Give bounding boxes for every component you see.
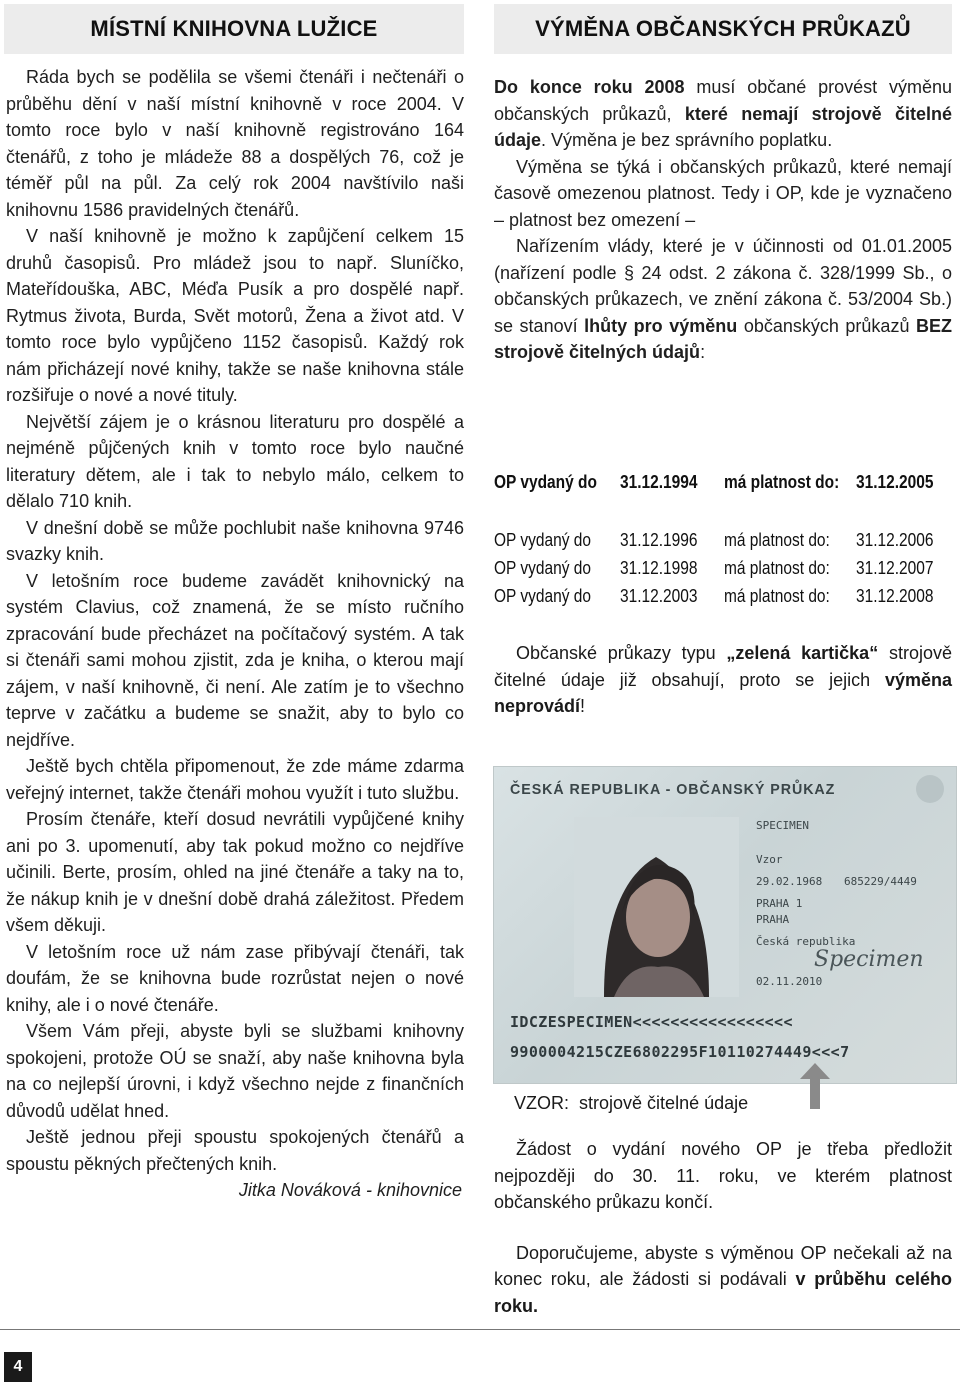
recommend-paragraph — [494, 1240, 952, 1320]
sample-label: VZOR: — [514, 1093, 570, 1113]
article-paragraph: Prosím čtenáře, kteří dosud nevrátili vypůjčené knihy ani po 3. upomenutí, aby tak pokud možno co nejdříve učinili. Berte, prosím, ohled na jiné čtenáře a taky na to, že nákup knih je v dnešní době drahá záležitost. Předem všem děkuji. — [6, 809, 464, 935]
issued-label: OP vydaný do — [494, 530, 591, 550]
article-signature: Jitka Nováková - knihovnice — [238, 1180, 462, 1200]
validity-row — [494, 472, 952, 498]
issued-date: 31.12.1998 — [620, 558, 698, 578]
validity-row — [494, 530, 952, 556]
card-field: 02.11.2010 — [756, 975, 823, 988]
valid-date: 31.12.2005 — [856, 472, 934, 492]
issued-label: OP vydaný do — [494, 558, 591, 578]
request-info — [494, 1136, 952, 1343]
issued-date: 31.12.1996 — [620, 530, 698, 550]
recommend-text: Doporučujeme, abyste s výměnou OP nečekali až na konec roku, ale žádosti si podávali — [494, 1242, 952, 1289]
valid-date: 31.12.2006 — [856, 530, 934, 550]
decree-text-3: občanských průkazů — [737, 315, 916, 336]
issued-label: OP vydaný do — [494, 586, 591, 606]
card-field: PRAHA 1 — [756, 897, 803, 910]
article-paragraph: Největší zájem je o krásnou literaturu pro dospělé a nejméně půjčených knih v tomto roce bylo naučné literatury dětem, ale i tak to nebylo málo, celkem to dělalo 710 knih. — [6, 411, 464, 511]
card-field: Česká republika — [756, 935, 856, 948]
during-year-text: v průběhu celého roku. — [494, 1269, 952, 1316]
issued-date: 31.12.1994 — [620, 472, 698, 492]
valid-date: 31.12.2008 — [856, 586, 934, 606]
right-title-text: VÝMĚNA OBČANSKÝCH PRŮKAZŮ — [535, 16, 911, 41]
green-card-text: „zelená kartička“ — [726, 643, 879, 663]
article-paragraph: V dnešní době se může pochlubit naše knihovna 9746 svazky knih. — [6, 517, 464, 564]
issued-label: OP vydaný do — [494, 472, 597, 492]
card-field: 29.02.1968 — [756, 875, 823, 888]
page-number: 4 — [4, 1352, 32, 1382]
request-paragraph: Žádost o vydání nového OP je třeba předložit nejpozději do 30. 11. roku, ve kterém platnost občanského průkazu končí. — [494, 1139, 952, 1212]
card-number-field: 685229/4449 — [844, 875, 917, 888]
valid-date: 31.12.2007 — [856, 558, 934, 578]
card-name-field: SPECIMEN — [756, 819, 809, 832]
intro-text-end: . Výměna je bez správního poplatku. — [541, 130, 833, 150]
id-exchange-intro — [494, 74, 952, 366]
intro-paragraph-2: Výměna se týká i občanských průkazů, které nemají časově omezenou platnost. Tedy i OP, kde je vyznačeno – platnost bez omezení – — [494, 156, 952, 230]
portrait-photo — [574, 817, 739, 997]
exclamation: ! — [580, 696, 586, 716]
deadlines-text: lhůty pro výměnu — [584, 315, 738, 336]
left-section-title — [4, 4, 464, 54]
decree-text: Nařízením vlády, které je v účinnosti od 01.01.2005 (nařízení podle § 24 odst. 2 zákona č. 328/1999 Sb. — [494, 236, 952, 283]
article-paragraph: Ještě jednou přeji spoustu spokojených čtenářů a spoustu pěkných přečtených knih. — [6, 1127, 464, 1174]
deadline-text: Do konce roku 2008 — [494, 77, 685, 97]
valid-label: má platnost do: — [724, 586, 830, 606]
article-paragraph: V letošním roce už nám zase přibývají čtenáři, tak doufám, že se knihovna bude rozrůstat nejen o nové knihy, ale i o nové čtenáře. — [6, 941, 464, 1015]
note-paragraph — [494, 640, 952, 720]
no-exchange-text: výměna neprovádí — [494, 669, 952, 716]
note-text: Občanské průkazy typu — [516, 643, 727, 663]
article-paragraph: Ráda bych se podělila se všemi čtenáři i nečtenáři o průběhu dění v naší místní knihovně v roce 2004. V tomto roce bylo v naší knihovně registrováno 164 čtenářů, z toho je mládeže 88 a dospělých 76, což je téměř půl na půl. Za celý rok 2004 navštívilo naši knihovnu 1586 pravidelných čtenářů. — [6, 67, 464, 220]
without-mrz-text: BEZ strojově čitelných údajů — [494, 315, 952, 362]
decree-text-2: , o občanských průkazech, ve znění zákona č. 53/2004 Sb.) se stanoví — [494, 262, 952, 336]
card-signature: Specimen — [814, 947, 924, 972]
page-divider — [0, 1329, 960, 1330]
no-machine-readable-text: které nemají strojově čitelné údaje — [494, 103, 952, 150]
sample-text: strojově čitelné údaje — [579, 1093, 749, 1113]
card-field: PRAHA — [756, 913, 790, 926]
issued-date: 31.12.2003 — [620, 586, 698, 606]
colon: : — [700, 342, 706, 362]
article-paragraph: Všem Vám přeji, abyste byli se službami knihovny spokojeni, protože OÚ se snaží, aby naše knihovna byla na co nejlepší úrovni, i když všechno nejde z finančních důvodů udělat hned. — [6, 1021, 464, 1121]
intro-paragraph-3 — [494, 233, 952, 366]
green-card-note — [494, 640, 952, 720]
article-paragraph: V naší knihovně je možno k zapůjčení celkem 15 druhů časopisů. Pro mládež jsou to např. Sluníčko, Mateřídouška, ABC, Méďa Pusík a pro dospělé např. Rytmus života, Burda, Svět motorů, Žena a život atd. V tomto roce bylo vypůjčeno 1152 časopisů. Každý rok nám přicházejí nové knihy, takže se naše knihovna stále rozšiřuje o nové a nové tituly. — [6, 226, 464, 405]
card-field: Vzor — [756, 853, 783, 866]
state-emblem-icon — [916, 775, 944, 803]
article-paragraph: V letošním roce budeme zavádět knihovnický na systém Clavius, což znamená, že se místo ručního zpracování bude přecházet na počítačový systém. A tak si čtenáři sami mohou zjistit, zda je kniha, o kterou mají zájem, v naší knihovně, či není. Ale zatím je to všechno teprve v začátku a budeme se snažit, aby to bylo co nejdříve. — [6, 570, 464, 750]
intro-text: musí občané provést výměnu občanských průkazů, — [494, 77, 952, 124]
mrz-line-1: IDCZESPECIMEN<<<<<<<<<<<<<<<<< — [510, 1013, 793, 1031]
left-title-text: MÍSTNÍ KNIHOVNA LUŽICE — [90, 16, 378, 41]
article-paragraph: Ještě bych chtěla připomenout, že zde máme zdarma veřejný internet, takže čtenáři mohou využít i tuto službu. — [6, 756, 464, 803]
right-section-title — [494, 4, 952, 54]
valid-label: má platnost do: — [724, 558, 830, 578]
valid-label: má platnost do: — [724, 472, 840, 492]
sample-caption — [514, 1090, 748, 1116]
note-text-2: strojově čitelné údaje již obsahují, proto se jejich — [494, 643, 952, 690]
validity-row — [494, 586, 952, 612]
validity-row — [494, 558, 952, 584]
intro-paragraph-1 — [494, 74, 952, 154]
valid-label: má platnost do: — [724, 530, 830, 550]
card-title: ČESKÁ REPUBLIKA - OBČANSKÝ PRŮKAZ — [510, 781, 836, 798]
up-arrow-icon — [800, 1063, 830, 1109]
mrz-line-2: 9900004215CZE6802295F10110274449<<<7 — [510, 1043, 850, 1061]
id-card-sample-image — [493, 766, 957, 1084]
library-article — [6, 64, 464, 1204]
